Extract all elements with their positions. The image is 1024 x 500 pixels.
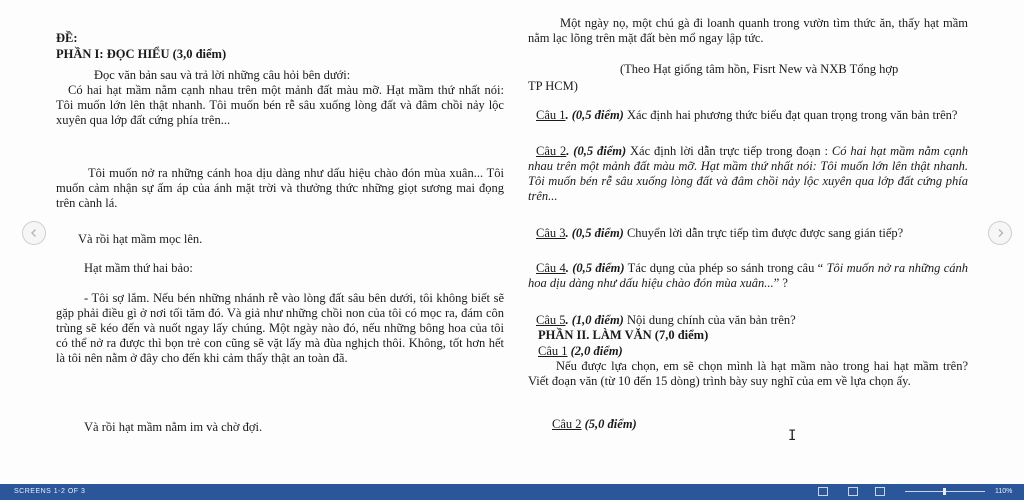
text-cursor-icon: I	[788, 428, 797, 444]
question-2-quote: Có hai hạt mầm nằm cạnh nhau trên một mảnh đất màu mỡ. Hạt mầm thứ nhất nói: Tôi muốn lớn lên thật nhanh. Tôi muốn bén rễ sâu xuống lòng đất và đâm chồi nảy lộc xuyên qua lớp đất cứng phía trên...	[528, 144, 968, 203]
question-2-text: Xác định lời dẫn trực tiếp trong đoạn :	[626, 144, 832, 158]
question-4-quote: Tôi muốn nở ra những cánh hoa dịu dàng như dấu hiệu chào đón mùa xuân...	[528, 261, 968, 290]
question-3-text: Chuyển lời dẫn trực tiếp tìm được được sang gián tiếp?	[623, 226, 904, 240]
question-2-points: . (0,5 điểm)	[566, 144, 627, 158]
question-3-label: Câu 3	[536, 226, 566, 240]
question-2	[528, 144, 968, 204]
read-mode-icon[interactable]	[818, 487, 828, 496]
question-3-points: . (0,5 điểm)	[565, 226, 624, 240]
question-1-text: Xác định hai phương thức biểu đạt quan trọng trong văn bản trên?	[623, 108, 958, 122]
question-5-points: . (1,0 điểm)	[565, 313, 624, 327]
part1-title: PHẦN I: ĐỌC HIỂU (3,0 điểm)	[56, 47, 227, 61]
question-1-label: Câu 1	[536, 108, 566, 122]
question-5	[528, 313, 968, 328]
previous-screen-button[interactable]	[22, 221, 46, 245]
exam-label: ĐỀ:	[56, 31, 78, 45]
essay-2-heading	[528, 417, 968, 432]
chevron-right-icon	[995, 228, 1005, 238]
question-4-end: ” ?	[773, 276, 788, 290]
status-bar	[0, 484, 1024, 500]
question-1-points: . (0,5 điểm)	[565, 108, 624, 122]
essay-1-points: (2,0 điểm)	[567, 344, 623, 358]
question-4-label: Câu 4	[536, 261, 566, 275]
passage-paragraph-6: Và rồi hạt mầm nằm im và chờ đợi.	[84, 420, 263, 434]
print-layout-icon[interactable]	[848, 487, 858, 496]
passage-ending: Một ngày nọ, một chú gà đi loanh quanh trong vườn tìm thức ăn, thấy hạt mầm nằm lạc lõng trên mặt đất bèn mổ ngay lập tức.	[528, 16, 968, 45]
next-screen-button[interactable]	[988, 221, 1012, 245]
zoom-level[interactable]: 110%	[995, 488, 1013, 495]
question-4-points: . (0,5 điểm)	[565, 261, 625, 275]
question-5-text: Nội dung chính của văn bản trên?	[623, 313, 796, 327]
web-layout-icon[interactable]	[875, 487, 885, 496]
chevron-left-icon	[29, 228, 39, 238]
essay-1-label: Câu 1	[538, 344, 568, 358]
screen-counter: SCREENS 1-2 OF 3	[14, 488, 86, 495]
essay-1-heading	[528, 344, 968, 359]
passage-paragraph-3: Và rồi hạt mầm mọc lên.	[78, 232, 203, 246]
question-3	[528, 226, 968, 241]
source-line-2: TP HCM)	[528, 79, 578, 93]
question-5-label: Câu 5	[536, 313, 566, 327]
essay-2-points: (5,0 điểm)	[581, 417, 637, 431]
passage-paragraph-4: Hạt mầm thứ hai bảo:	[84, 261, 193, 275]
passage-paragraph-2: Tôi muốn nở ra những cánh hoa dịu dàng như dấu hiệu chào đón mùa xuân... Tôi muốn cảm nhận sự ấm áp của ánh mặt trời và thưởng thức những giọt sương mai đọng trên cành lá.	[56, 166, 504, 210]
zoom-slider-handle[interactable]	[943, 488, 946, 495]
passage-paragraph-5: - Tôi sợ lắm. Nếu bén những nhánh rễ vào lòng đất sâu bên dưới, tôi không biết sẽ gặp phải điều gì ở nơi tối tăm đó. Và giả như những chồi non của tôi có mọc ra, đám côn trùng sẽ kéo đến và nuốt ngay lấy chúng. Một ngày nào đó, nếu những bông hoa của tôi có thể nở ra được thì bọn trẻ con cũng sẽ vặt lấy mà đùa nghịch thôi. Không, tốt hơn hết là tôi nên nằm ở đây cho đến khi cảm thấy thật an toàn đã.	[56, 291, 504, 365]
essay-2-label: Câu 2	[552, 417, 582, 431]
instruction-text: Đọc văn bản sau và trả lời những câu hỏi bên dưới:	[94, 68, 351, 82]
question-4	[528, 261, 968, 291]
question-4-text: Tác dụng của phép so sánh trong câu “	[624, 261, 827, 275]
source-line-1: (Theo Hạt giống tâm hồn, Fisrt New và NXB Tổng hợp	[620, 62, 899, 76]
question-2-label: Câu 2	[536, 144, 567, 158]
essay-1-text: Nếu được lựa chọn, em sẽ chọn mình là hạt mầm nào trong hai hạt mầm trên? Viết đoạn văn (từ 10 đến 15 dòng) trình bày suy nghĩ của em về lựa chọn ấy.	[528, 359, 968, 388]
question-1	[528, 108, 968, 123]
passage-paragraph-1: Có hai hạt mầm nằm cạnh nhau trên một mảnh đất màu mỡ. Hạt mầm thứ nhất nói: Tôi muốn lớn lên thật nhanh. Tôi muốn bén rễ sâu xuống lòng đất và đâm chồi nảy lộc xuyên qua lớp đất cứng phía trên...	[56, 83, 504, 127]
part2-title: PHẦN II. LÀM VĂN (7,0 điểm)	[538, 328, 709, 342]
